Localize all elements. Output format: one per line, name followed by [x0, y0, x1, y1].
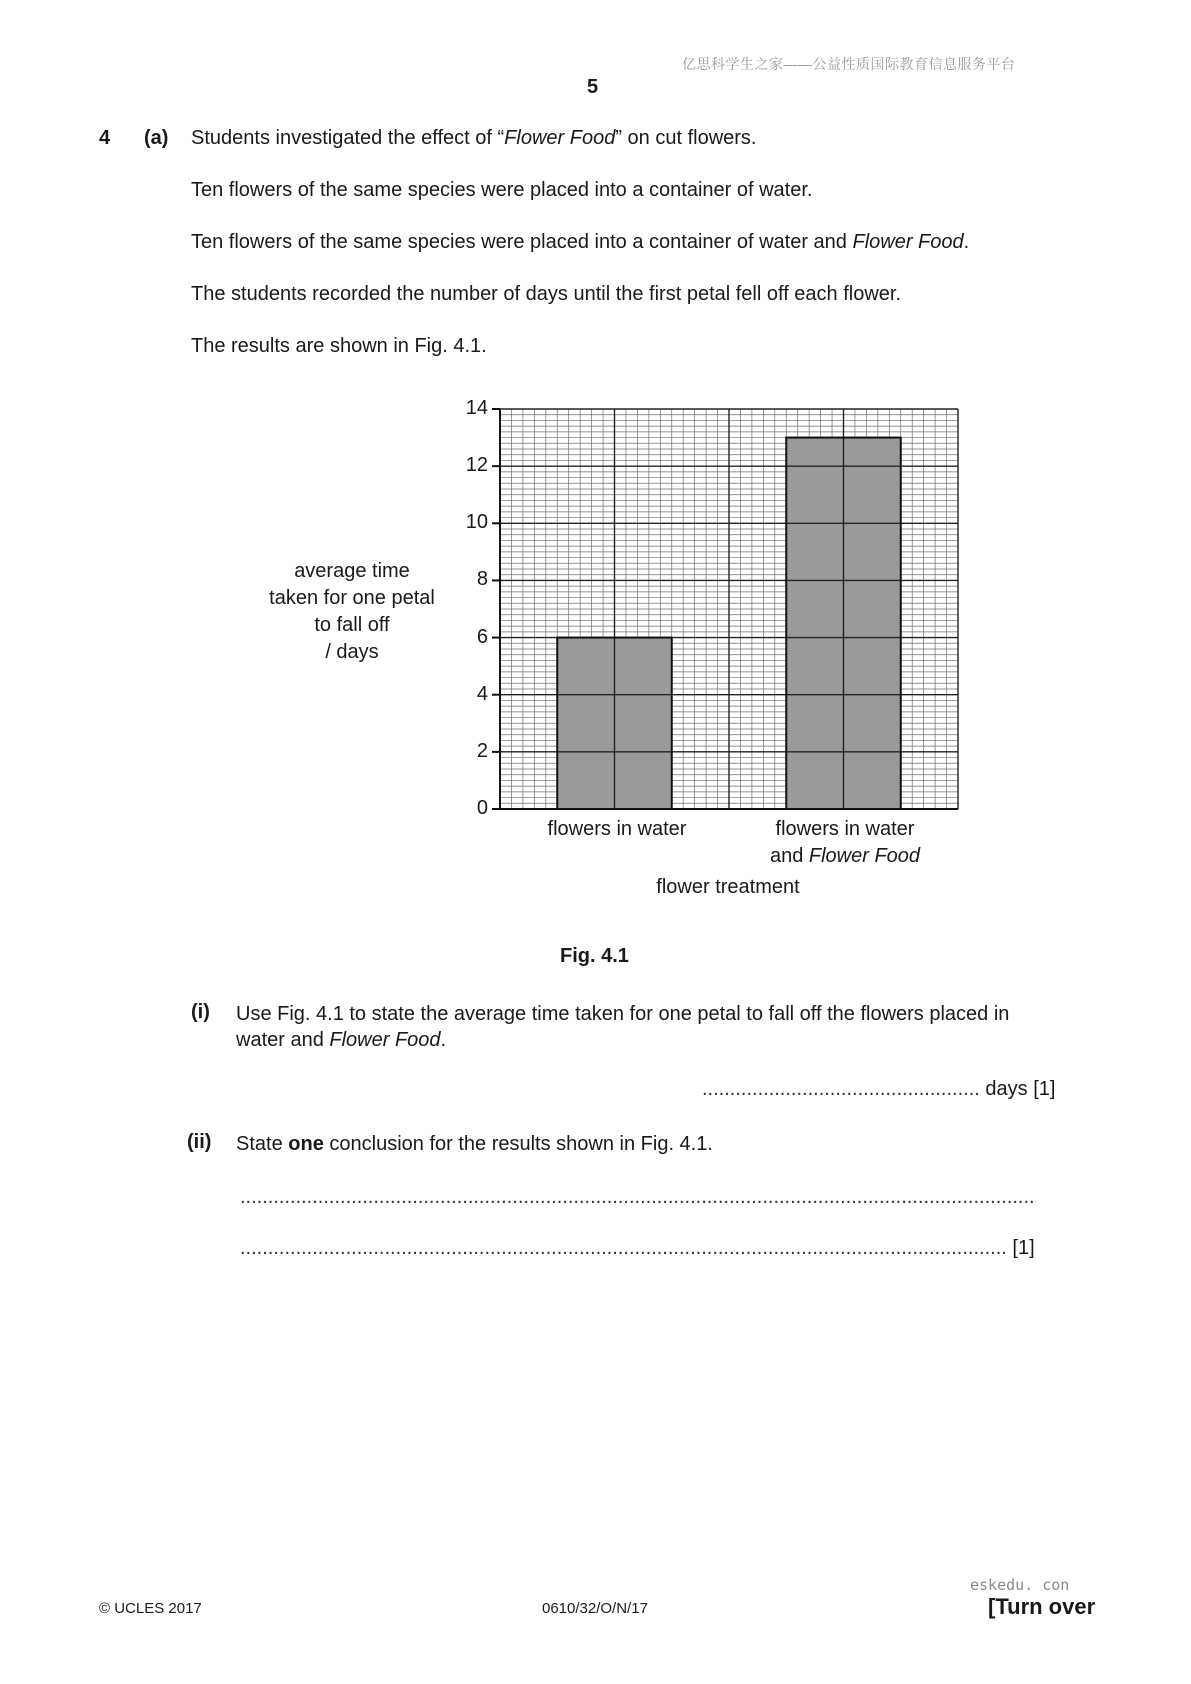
y-label-line-2: taken for one petal — [269, 587, 435, 609]
y-tick-label: 14 — [465, 397, 488, 419]
page-number: 5 — [587, 76, 599, 98]
answer-dots-ii-2[interactable]: .......................................................................................................................................... — [240, 1237, 1007, 1259]
intro-flower-food: Flower Food — [504, 127, 616, 149]
sub-ii-bold-one: one — [288, 1133, 324, 1155]
y-tick-label: 8 — [476, 568, 488, 591]
y-label-line-4: / days — [325, 641, 379, 663]
sub-question-ii-text — [236, 1131, 713, 1157]
intro-text-end: ” on cut flowers. — [615, 127, 757, 149]
footer-copyright: © UCLES 2017 — [99, 1600, 202, 1617]
sub-question-i-text — [236, 1001, 1009, 1053]
turn-over-label: [Turn over — [988, 1594, 1096, 1619]
x-category-flower-food — [725, 816, 965, 870]
line3-text-start: Ten flowers of the same species were placed into a container of water and — [191, 231, 853, 253]
y-label-line-1: average time — [294, 560, 410, 582]
answer-suffix-i: days [1] — [985, 1078, 1056, 1100]
figure-caption: Fig. 4.1 — [560, 945, 629, 967]
sub-i-line-1: Use Fig. 4.1 to state the average time taken for one petal to fall off the flowers placed in — [236, 1003, 1010, 1025]
sub-i-line-2-end: . — [440, 1029, 447, 1051]
answer-line-ii-1[interactable] — [240, 1186, 1035, 1209]
y-tick-label: 2 — [476, 739, 488, 762]
paragraph-results: The results are shown in Fig. 4.1. — [191, 335, 487, 357]
sub-ii-text-start: State — [236, 1133, 289, 1155]
question-part-label: (a) — [144, 127, 169, 149]
sub-question-ii-label: (ii) — [187, 1131, 212, 1153]
y-tick-label: 12 — [465, 454, 488, 477]
answer-line-i[interactable] — [702, 1078, 1055, 1101]
sub-i-flower-food: Flower Food — [329, 1029, 441, 1051]
answer-dots-ii-1[interactable]: ............................................................................................................................................... — [240, 1186, 1035, 1208]
x-category-and: and — [769, 845, 809, 867]
paragraph-water: Ten flowers of the same species were placed into a container of water. — [191, 179, 813, 201]
x-category-flower-food-line-1: flowers in water — [775, 818, 915, 840]
answer-mark-ii: [1] — [1012, 1237, 1035, 1259]
question-number: 4 — [99, 127, 111, 149]
sub-i-line-2 — [236, 1027, 1009, 1053]
y-tick-label: 6 — [476, 625, 488, 648]
y-label-line-3: to fall off — [314, 614, 390, 636]
y-tick-label: 10 — [465, 511, 488, 534]
x-category-water-line-1: flowers in water — [547, 818, 687, 840]
x-category-flower-food-line-2 — [725, 843, 965, 870]
intro-text-start: Students investigated the effect of “ — [191, 127, 505, 149]
y-tick-label: 4 — [476, 682, 488, 705]
answer-line-ii-2[interactable] — [240, 1237, 1035, 1260]
paragraph-recorded: The students recorded the number of days until the first petal fell off each flower. — [191, 283, 902, 305]
chart-x-axis-title: flower treatment — [656, 876, 800, 898]
x-category-water — [497, 816, 737, 843]
sub-ii-text-end: conclusion for the results shown in Fig. 4.1. — [323, 1133, 713, 1155]
line3-text-end: . — [963, 231, 970, 253]
sub-i-line-2-start: water and — [236, 1029, 330, 1051]
sub-question-i-label: (i) — [191, 1001, 210, 1023]
y-tick-label: 0 — [476, 797, 488, 819]
header-watermark: 亿思科学生之家——公益性质国际教育信息服务平台 — [682, 56, 1016, 72]
x-category-flower-food-italic: Flower Food — [808, 845, 921, 867]
footer-watermark: eskedu. con — [970, 1576, 1070, 1594]
line3-flower-food: Flower Food — [852, 231, 964, 253]
answer-dots-i[interactable]: .................................................. — [702, 1078, 980, 1100]
footer-paper-code: 0610/32/O/N/17 — [542, 1600, 648, 1617]
